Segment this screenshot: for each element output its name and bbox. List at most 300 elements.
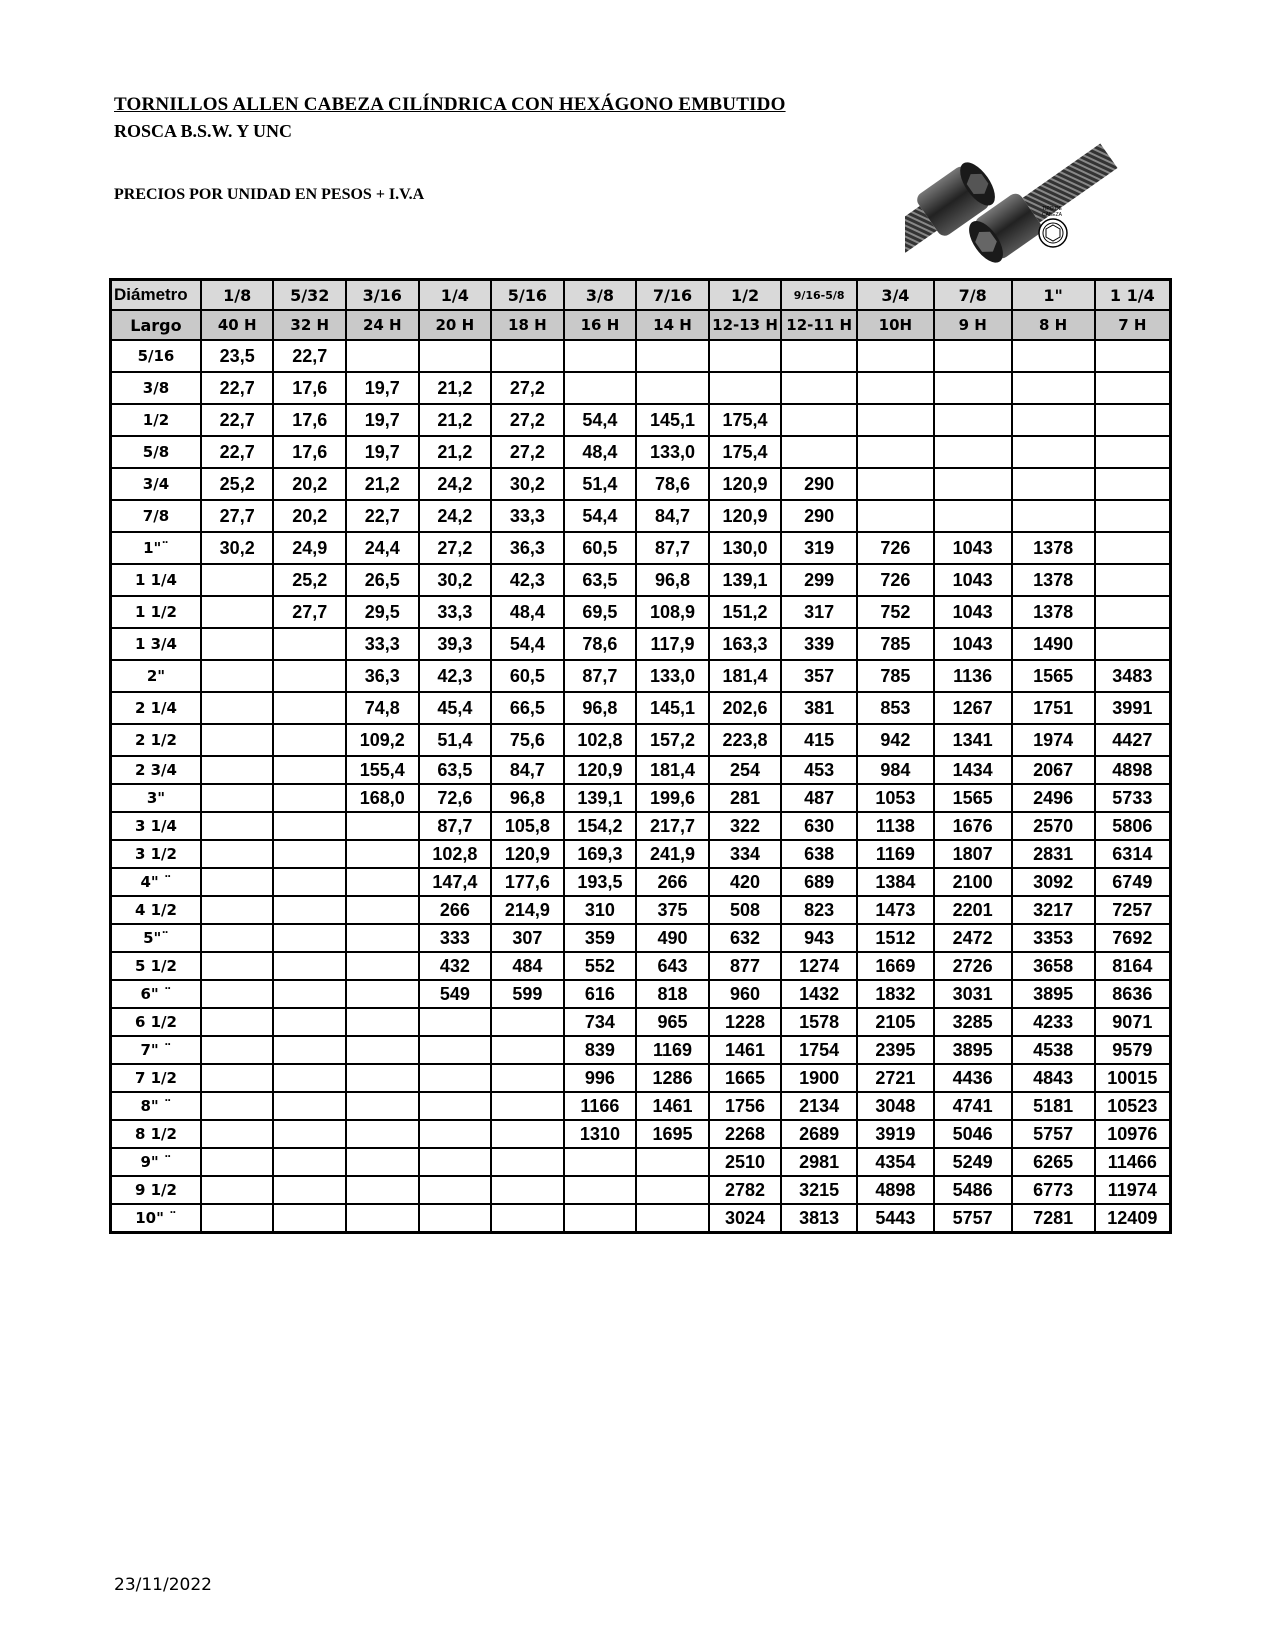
price-cell: 4354 — [857, 1148, 934, 1176]
price-cell: 1676 — [934, 812, 1012, 840]
length-label-cell: 10" ¨ — [111, 1204, 201, 1233]
price-cell: 1461 — [709, 1036, 782, 1064]
price-cell — [491, 1008, 564, 1036]
price-cell: 290 — [781, 468, 857, 500]
price-cell: 823 — [781, 896, 857, 924]
price-cell: 638 — [781, 840, 857, 868]
price-cell — [346, 868, 419, 896]
thread-header-cell: 9 H — [934, 310, 1012, 340]
price-cell — [201, 1064, 274, 1092]
price-cell: 8636 — [1095, 980, 1171, 1008]
price-cell: 508 — [709, 896, 782, 924]
price-cell: 109,2 — [346, 724, 419, 756]
price-cell — [419, 1204, 492, 1233]
table-row — [111, 564, 1171, 596]
price-cell — [419, 340, 492, 372]
price-cell: 5757 — [934, 1204, 1012, 1233]
price-cell: 2721 — [857, 1064, 934, 1092]
thread-header-cell: 10H — [857, 310, 934, 340]
document-title: TORNILLOS ALLEN CABEZA CILÍNDRICA CON HEXÁGONO EMBUTIDO — [114, 94, 786, 115]
price-cell: 322 — [709, 812, 782, 840]
price-cell — [934, 340, 1012, 372]
price-cell: 102,8 — [419, 840, 492, 868]
table-row — [111, 756, 1171, 784]
price-cell: 2100 — [934, 868, 1012, 896]
length-label-cell: 2 1/4 — [111, 692, 201, 724]
price-cell: 214,9 — [491, 896, 564, 924]
table-row — [111, 784, 1171, 812]
price-cell: 60,5 — [491, 660, 564, 692]
price-cell: 1053 — [857, 784, 934, 812]
price-cell: 105,8 — [491, 812, 564, 840]
price-cell — [201, 1036, 274, 1064]
length-label-cell: 3 1/2 — [111, 840, 201, 868]
price-cell — [273, 840, 346, 868]
price-cell: 87,7 — [636, 532, 709, 564]
price-cell — [273, 784, 346, 812]
price-cell: 96,8 — [564, 692, 637, 724]
price-cell: 689 — [781, 868, 857, 896]
price-cell — [273, 924, 346, 952]
price-cell — [857, 372, 934, 404]
diameter-header-row — [111, 280, 1171, 311]
length-label-cell: 3 1/4 — [111, 812, 201, 840]
price-cell: 33,3 — [491, 500, 564, 532]
price-cell: 30,2 — [419, 564, 492, 596]
price-cell: 11466 — [1095, 1148, 1171, 1176]
price-cell — [201, 596, 274, 628]
price-cell — [346, 1008, 419, 1036]
price-cell: 1974 — [1012, 724, 1095, 756]
price-cell: 1473 — [857, 896, 934, 924]
price-cell — [201, 868, 274, 896]
price-cell: 432 — [419, 952, 492, 980]
price-cell: 2105 — [857, 1008, 934, 1036]
price-cell: 51,4 — [564, 468, 637, 500]
price-cell: 168,0 — [346, 784, 419, 812]
price-cell — [201, 784, 274, 812]
table-row — [111, 628, 1171, 660]
diameter-header-cell: 1 1/4 — [1095, 280, 1171, 311]
price-cell: 78,6 — [564, 628, 637, 660]
price-cell: 549 — [419, 980, 492, 1008]
length-label-cell: 8 1/2 — [111, 1120, 201, 1148]
price-cell — [1095, 564, 1171, 596]
price-cell — [491, 340, 564, 372]
price-cell — [201, 564, 274, 596]
price-cell — [709, 340, 782, 372]
price-cell: 5181 — [1012, 1092, 1095, 1120]
price-cell: 4538 — [1012, 1036, 1095, 1064]
price-cell — [346, 812, 419, 840]
price-cell: 5046 — [934, 1120, 1012, 1148]
price-cell — [781, 404, 857, 436]
price-cell: 84,7 — [491, 756, 564, 784]
price-cell: 3092 — [1012, 868, 1095, 896]
price-cell — [1095, 596, 1171, 628]
document-subtitle: ROSCA B.S.W. Y UNC — [114, 121, 293, 141]
price-cell — [564, 372, 637, 404]
length-label-cell: 3/8 — [111, 372, 201, 404]
thread-header-cell: 40 H — [201, 310, 274, 340]
table-row — [111, 372, 1171, 404]
price-cell: 169,3 — [564, 840, 637, 868]
price-cell: 552 — [564, 952, 637, 980]
length-label-cell: 6 1/2 — [111, 1008, 201, 1036]
price-cell: 484 — [491, 952, 564, 980]
price-cell: 1751 — [1012, 692, 1095, 724]
price-cell: 1565 — [934, 784, 1012, 812]
price-cell: 23,5 — [201, 340, 274, 372]
price-cell — [273, 980, 346, 1008]
price-cell — [564, 1148, 637, 1176]
length-label-cell: 7/8 — [111, 500, 201, 532]
price-cell: 310 — [564, 896, 637, 924]
price-cell: 36,3 — [491, 532, 564, 564]
thread-header-cell: 18 H — [491, 310, 564, 340]
price-cell — [273, 724, 346, 756]
price-cell — [857, 468, 934, 500]
price-cell: 1695 — [636, 1120, 709, 1148]
price-cell: 24,2 — [419, 500, 492, 532]
price-cell: 752 — [857, 596, 934, 628]
price-cell: 24,9 — [273, 532, 346, 564]
price-cell — [491, 1148, 564, 1176]
price-cell — [201, 628, 274, 660]
price-cell: 48,4 — [491, 596, 564, 628]
document-date: 23/11/2022 — [114, 1575, 212, 1595]
price-cell: 5486 — [934, 1176, 1012, 1204]
price-cell: 151,2 — [709, 596, 782, 628]
prices-note: PRECIOS POR UNIDAD EN PESOS + I.V.A — [114, 186, 425, 203]
diameter-header-cell: 1/2 — [709, 280, 782, 311]
price-cell: 27,2 — [491, 436, 564, 468]
price-cell — [934, 404, 1012, 436]
allen-screws-image — [905, 100, 1145, 265]
price-cell: 22,7 — [273, 340, 346, 372]
price-table — [109, 278, 1172, 1234]
price-cell: 1378 — [1012, 532, 1095, 564]
price-cell: 25,2 — [273, 564, 346, 596]
price-cell: 453 — [781, 756, 857, 784]
price-cell: 4436 — [934, 1064, 1012, 1092]
price-cell — [273, 1008, 346, 1036]
price-cell — [201, 1120, 274, 1148]
price-cell: 2201 — [934, 896, 1012, 924]
price-cell — [934, 436, 1012, 468]
price-cell: 1432 — [781, 980, 857, 1008]
table-row — [111, 868, 1171, 896]
thread-header-cell: 12-13 H — [709, 310, 782, 340]
price-cell: 25,2 — [201, 468, 274, 500]
price-cell: 5733 — [1095, 784, 1171, 812]
price-cell — [201, 980, 274, 1008]
price-cell: 29,5 — [346, 596, 419, 628]
price-cell — [1095, 436, 1171, 468]
price-cell: 1043 — [934, 628, 1012, 660]
price-cell — [201, 1176, 274, 1204]
price-cell — [491, 1176, 564, 1204]
length-label-cell: 5/16 — [111, 340, 201, 372]
price-cell: 63,5 — [419, 756, 492, 784]
thread-header-cell: 12-11 H — [781, 310, 857, 340]
price-cell: 6749 — [1095, 868, 1171, 896]
price-cell: 375 — [636, 896, 709, 924]
price-cell: 217,7 — [636, 812, 709, 840]
price-cell — [201, 1008, 274, 1036]
price-cell: 130,0 — [709, 532, 782, 564]
price-cell: 120,9 — [564, 756, 637, 784]
price-cell: 984 — [857, 756, 934, 784]
price-cell: 726 — [857, 532, 934, 564]
price-cell: 726 — [857, 564, 934, 596]
price-cell: 27,2 — [491, 404, 564, 436]
table-row — [111, 340, 1171, 372]
price-table-body — [111, 340, 1171, 1233]
price-cell — [709, 372, 782, 404]
price-cell — [273, 1064, 346, 1092]
price-cell — [781, 372, 857, 404]
price-cell: 21,2 — [419, 372, 492, 404]
price-cell: 632 — [709, 924, 782, 952]
price-cell: 2134 — [781, 1092, 857, 1120]
price-cell: 599 — [491, 980, 564, 1008]
price-cell: 266 — [419, 896, 492, 924]
price-cell — [273, 660, 346, 692]
price-cell: 139,1 — [564, 784, 637, 812]
table-row — [111, 1204, 1171, 1233]
price-cell: 490 — [636, 924, 709, 952]
price-cell — [346, 1148, 419, 1176]
price-cell: 734 — [564, 1008, 637, 1036]
price-cell: 20,2 — [273, 468, 346, 500]
price-cell: 33,3 — [346, 628, 419, 660]
price-cell: 307 — [491, 924, 564, 952]
price-cell: 1274 — [781, 952, 857, 980]
price-cell: 1043 — [934, 532, 1012, 564]
price-cell — [857, 500, 934, 532]
price-cell: 96,8 — [491, 784, 564, 812]
price-cell — [273, 1176, 346, 1204]
price-cell — [201, 724, 274, 756]
price-cell: 4233 — [1012, 1008, 1095, 1036]
price-cell — [201, 1204, 274, 1233]
price-cell: 2726 — [934, 952, 1012, 980]
table-row — [111, 1092, 1171, 1120]
price-cell: 334 — [709, 840, 782, 868]
price-cell: 3813 — [781, 1204, 857, 1233]
price-cell — [419, 1120, 492, 1148]
thread-header-cell: 32 H — [273, 310, 346, 340]
table-row — [111, 724, 1171, 756]
price-cell: 1043 — [934, 564, 1012, 596]
price-cell — [346, 1036, 419, 1064]
price-cell: 1136 — [934, 660, 1012, 692]
diameter-header-cell: 1/4 — [419, 280, 492, 311]
price-cell: 120,9 — [709, 500, 782, 532]
price-cell: 63,5 — [564, 564, 637, 596]
price-cell — [1095, 468, 1171, 500]
price-cell: 4898 — [1095, 756, 1171, 784]
price-cell: 630 — [781, 812, 857, 840]
price-cell: 78,6 — [636, 468, 709, 500]
price-cell — [201, 812, 274, 840]
price-cell — [346, 1204, 419, 1233]
price-cell — [491, 1204, 564, 1233]
price-cell — [781, 436, 857, 468]
price-cell — [1012, 436, 1095, 468]
thread-header-cell: 16 H — [564, 310, 637, 340]
price-cell: 1166 — [564, 1092, 637, 1120]
price-cell — [201, 896, 274, 924]
table-row — [111, 1120, 1171, 1148]
price-cell: 7281 — [1012, 1204, 1095, 1233]
price-cell: 290 — [781, 500, 857, 532]
thread-header-cell: 24 H — [346, 310, 419, 340]
price-cell — [273, 868, 346, 896]
diameter-header-cell: 5/32 — [273, 280, 346, 311]
price-cell: 120,9 — [709, 468, 782, 500]
price-cell: 17,6 — [273, 404, 346, 436]
price-cell — [419, 1008, 492, 1036]
price-cell: 3991 — [1095, 692, 1171, 724]
price-cell: 2510 — [709, 1148, 782, 1176]
price-cell — [1012, 340, 1095, 372]
price-cell: 7692 — [1095, 924, 1171, 952]
length-label-cell: 1/2 — [111, 404, 201, 436]
price-cell: 4843 — [1012, 1064, 1095, 1092]
price-cell: 11974 — [1095, 1176, 1171, 1204]
price-cell: 6773 — [1012, 1176, 1095, 1204]
price-cell: 1434 — [934, 756, 1012, 784]
price-cell: 24,4 — [346, 532, 419, 564]
length-label-cell: 2 1/2 — [111, 724, 201, 756]
price-cell: 1228 — [709, 1008, 782, 1036]
table-row — [111, 924, 1171, 952]
table-row — [111, 1176, 1171, 1204]
price-cell — [419, 1092, 492, 1120]
price-cell: 2689 — [781, 1120, 857, 1148]
price-cell: 27,7 — [201, 500, 274, 532]
diameter-header-cell: 3/8 — [564, 280, 637, 311]
price-cell: 108,9 — [636, 596, 709, 628]
price-cell: 21,2 — [419, 404, 492, 436]
price-cell: 21,2 — [419, 436, 492, 468]
price-cell: 145,1 — [636, 404, 709, 436]
price-cell — [934, 372, 1012, 404]
price-cell: 117,9 — [636, 628, 709, 660]
price-cell: 381 — [781, 692, 857, 724]
price-cell: 5757 — [1012, 1120, 1095, 1148]
price-cell: 853 — [857, 692, 934, 724]
price-cell: 22,7 — [346, 500, 419, 532]
length-label-cell: 9 1/2 — [111, 1176, 201, 1204]
price-cell: 39,3 — [419, 628, 492, 660]
price-cell — [636, 340, 709, 372]
price-cell: 22,7 — [201, 404, 274, 436]
price-cell: 1756 — [709, 1092, 782, 1120]
price-cell: 1461 — [636, 1092, 709, 1120]
table-row — [111, 812, 1171, 840]
price-cell — [781, 340, 857, 372]
price-cell: 1512 — [857, 924, 934, 952]
price-cell: 84,7 — [636, 500, 709, 532]
price-cell — [857, 404, 934, 436]
price-cell: 420 — [709, 868, 782, 896]
price-cell — [564, 1176, 637, 1204]
price-cell: 2570 — [1012, 812, 1095, 840]
price-cell: 785 — [857, 660, 934, 692]
price-cell: 17,6 — [273, 372, 346, 404]
price-cell — [1095, 500, 1171, 532]
price-cell: 154,2 — [564, 812, 637, 840]
price-cell: 60,5 — [564, 532, 637, 564]
price-cell: 19,7 — [346, 404, 419, 436]
price-cell: 27,2 — [419, 532, 492, 564]
price-cell: 8164 — [1095, 952, 1171, 980]
thread-header-row — [111, 310, 1171, 340]
price-cell: 30,2 — [491, 468, 564, 500]
table-row — [111, 404, 1171, 436]
price-cell: 3031 — [934, 980, 1012, 1008]
table-row — [111, 660, 1171, 692]
price-cell: 175,4 — [709, 404, 782, 436]
price-cell: 1832 — [857, 980, 934, 1008]
price-cell — [273, 1120, 346, 1148]
length-label-cell: 9" ¨ — [111, 1148, 201, 1176]
badge-line-2: CABEZA — [1041, 212, 1063, 218]
price-cell: 965 — [636, 1008, 709, 1036]
price-cell — [273, 692, 346, 724]
price-cell — [201, 1148, 274, 1176]
price-cell: 9579 — [1095, 1036, 1171, 1064]
price-cell: 54,4 — [491, 628, 564, 660]
price-cell: 319 — [781, 532, 857, 564]
price-cell: 3048 — [857, 1092, 934, 1120]
price-cell — [636, 1148, 709, 1176]
price-cell: 1565 — [1012, 660, 1095, 692]
length-label-cell: 8" ¨ — [111, 1092, 201, 1120]
price-cell: 199,6 — [636, 784, 709, 812]
price-cell — [1095, 404, 1171, 436]
price-cell — [346, 1120, 419, 1148]
price-cell — [857, 340, 934, 372]
price-cell — [346, 980, 419, 1008]
price-cell — [1095, 340, 1171, 372]
price-cell — [1012, 500, 1095, 532]
price-cell: 3285 — [934, 1008, 1012, 1036]
price-cell: 339 — [781, 628, 857, 660]
price-cell: 72,6 — [419, 784, 492, 812]
length-label-cell: 1 3/4 — [111, 628, 201, 660]
table-row — [111, 1064, 1171, 1092]
price-cell — [857, 436, 934, 468]
price-cell — [346, 340, 419, 372]
price-cell: 1900 — [781, 1064, 857, 1092]
price-cell: 254 — [709, 756, 782, 784]
price-cell: 333 — [419, 924, 492, 952]
price-cell: 3483 — [1095, 660, 1171, 692]
price-cell: 163,3 — [709, 628, 782, 660]
price-cell: 51,4 — [419, 724, 492, 756]
price-cell: 66,5 — [491, 692, 564, 724]
price-cell: 145,1 — [636, 692, 709, 724]
price-cell: 87,7 — [419, 812, 492, 840]
price-cell — [636, 1204, 709, 1233]
price-cell: 223,8 — [709, 724, 782, 756]
diameter-header-label: Diámetro — [111, 280, 201, 311]
price-cell: 2472 — [934, 924, 1012, 952]
